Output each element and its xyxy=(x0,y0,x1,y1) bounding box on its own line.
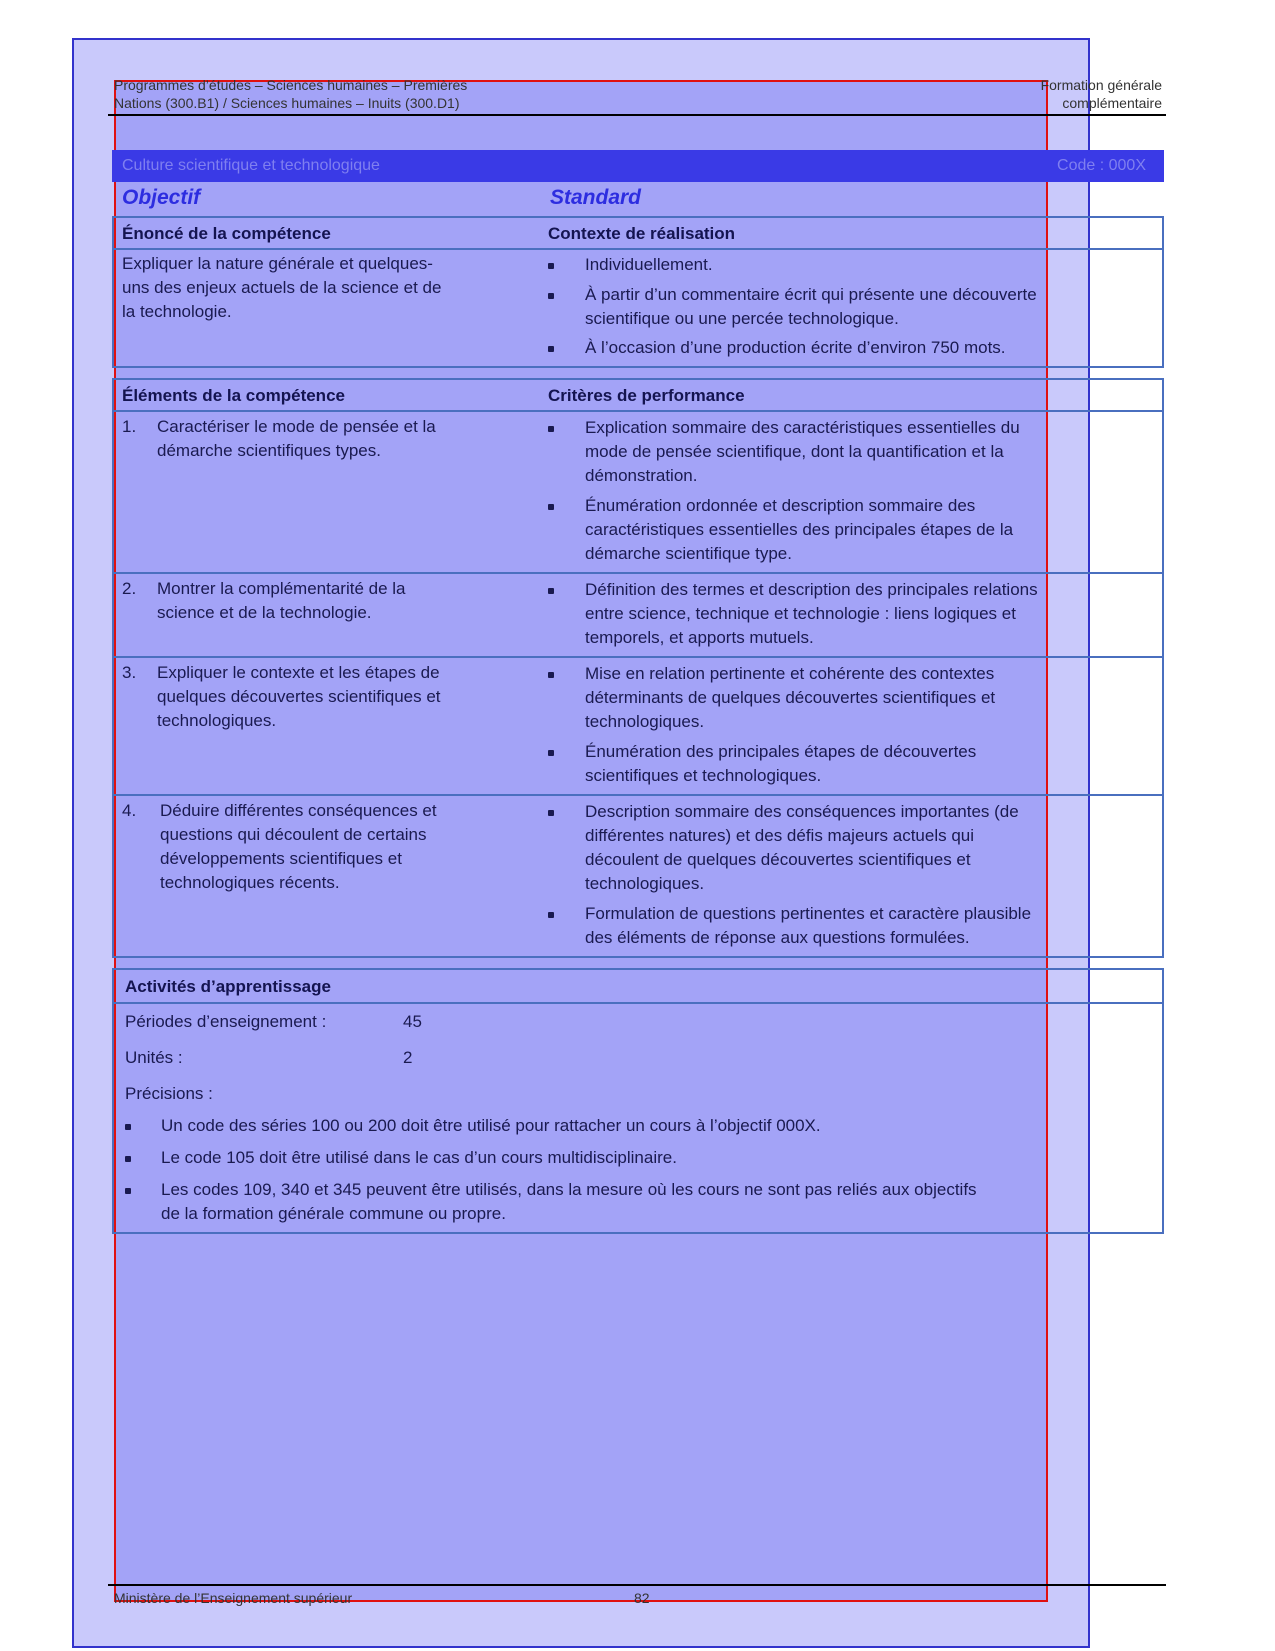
element-number: 3. xyxy=(122,663,137,682)
footer-ministry: Ministère de l’Enseignement supérieur xyxy=(114,1590,353,1606)
contexte-item: À partir d’un commentaire écrit qui présente une découverte xyxy=(585,285,1037,304)
header-left-line1: Programmes d’études – Sciences humaines – Premières xyxy=(114,77,468,93)
element-text: Déduire différentes conséquences et xyxy=(160,801,437,820)
unites-value: 2 xyxy=(403,1048,413,1067)
title-bar xyxy=(112,150,1164,182)
bullet xyxy=(548,293,554,299)
competence-header-line xyxy=(112,248,1164,250)
precisions-label: Précisions : xyxy=(125,1084,213,1103)
activites-header-line xyxy=(112,1002,1164,1004)
header-rule xyxy=(108,114,1166,116)
element-text: Expliquer le contexte et les étapes de xyxy=(157,663,440,682)
contexte-item: À l’occasion d’une production écrite d’environ 750 mots. xyxy=(585,338,1006,357)
enonce-heading: Énoncé de la compétence xyxy=(122,224,331,243)
bullet xyxy=(548,263,554,269)
elements-heading: Éléments de la compétence xyxy=(122,386,345,405)
bullet xyxy=(125,1156,131,1162)
periodes-label: Périodes d’enseignement : xyxy=(125,1012,327,1031)
contexte-heading: Contexte de réalisation xyxy=(548,224,736,243)
critere-item: Définition des termes et description des principales relations xyxy=(585,580,1038,599)
bullet xyxy=(125,1188,131,1194)
criteres-heading: Critères de performance xyxy=(548,386,745,405)
column-objectif: Objectif xyxy=(122,186,201,209)
contexte-item: Individuellement. xyxy=(585,255,713,274)
element-number: 4. xyxy=(122,801,137,820)
bullet xyxy=(548,912,554,918)
element-text: Caractériser le mode de pensée et la xyxy=(157,417,436,436)
element-text: Montrer la complémentarité de la xyxy=(157,579,406,598)
bullet xyxy=(548,504,554,510)
elements-header-line xyxy=(112,410,1164,412)
critere-item: Description sommaire des conséquences importantes (de xyxy=(585,802,1019,821)
element-number: 2. xyxy=(122,579,137,598)
critere-item: Énumération des principales étapes de découvertes xyxy=(585,742,977,761)
bullet xyxy=(548,750,554,756)
row-divider xyxy=(112,794,1164,796)
precision-item: Les codes 109, 340 et 345 peuvent être utilisés, dans la mesure où les cours ne sont pas reliés aux objectifs xyxy=(161,1180,977,1199)
bullet xyxy=(125,1124,131,1130)
precision-item: Un code des séries 100 ou 200 doit être utilisé pour rattacher un cours à l’objectif 000X. xyxy=(161,1116,821,1135)
activites-heading: Activités d’apprentissage xyxy=(125,977,331,996)
unites-label: Unités : xyxy=(125,1048,183,1067)
bullet xyxy=(548,426,554,432)
bullet xyxy=(548,346,554,352)
footer-rule xyxy=(108,1584,1166,1586)
header-left-line2: Nations (300.B1) / Sciences humaines – Inuits (300.D1) xyxy=(114,95,460,111)
critere-item: Formulation de questions pertinentes et caractère plausible xyxy=(585,904,1032,923)
periodes-value: 45 xyxy=(403,1012,422,1031)
critere-item: Mise en relation pertinente et cohérente des contextes xyxy=(585,664,995,683)
column-standard: Standard xyxy=(550,186,642,209)
bullet xyxy=(548,588,554,594)
page-number: 82 xyxy=(634,1590,650,1606)
critere-item: Énumération ordonnée et description sommaire des xyxy=(585,496,976,515)
row-divider xyxy=(112,572,1164,574)
critere-item: Explication sommaire des caractéristiques essentielles du xyxy=(585,418,1020,437)
element-number: 1. xyxy=(122,417,137,436)
section-code: Code : 000X xyxy=(1057,157,1146,174)
header-right-line1: Formation générale xyxy=(1040,77,1162,93)
section-title: Culture scientifique et technologique xyxy=(122,157,380,174)
precision-item: Le code 105 doit être utilisé dans le cas d’un cours multidisciplinaire. xyxy=(161,1148,677,1167)
header-right-line2: complémentaire xyxy=(1062,95,1162,111)
row-divider xyxy=(112,656,1164,658)
bullet xyxy=(548,810,554,816)
bullet xyxy=(548,672,554,678)
